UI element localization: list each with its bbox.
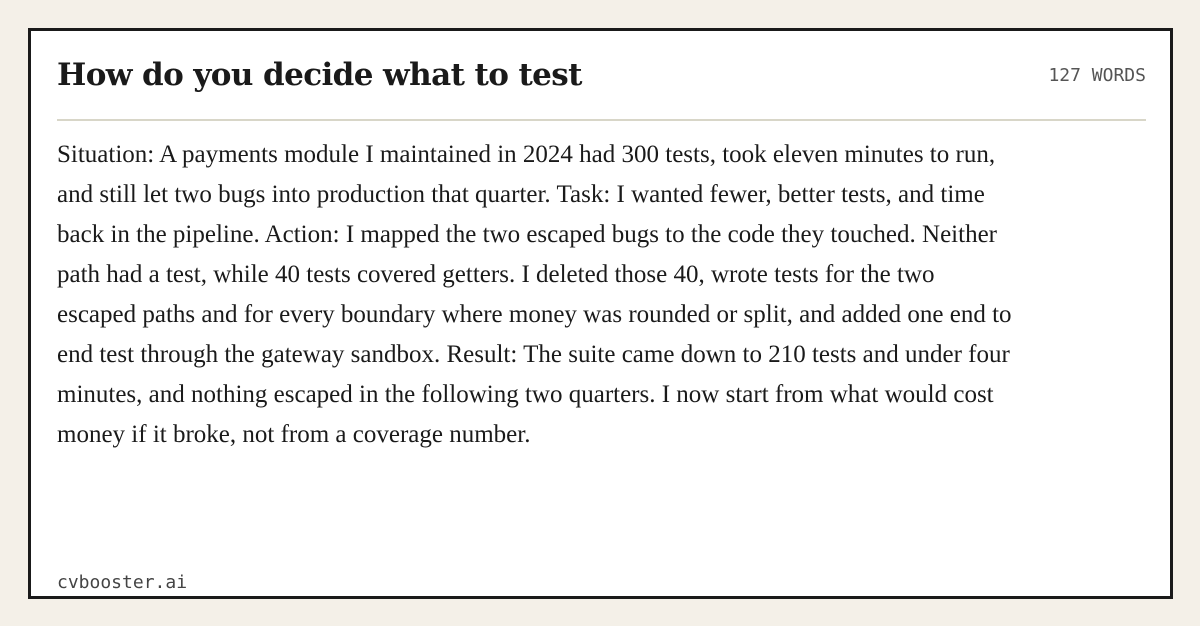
word-count-label: 127 WORDS (1048, 65, 1146, 86)
card-header (57, 53, 1146, 121)
answer-body: Situation: A payments module I maintained in 2024 had 300 tests, took eleven minutes to run, and still let two bugs into production that quarter. Task: I wanted fewer, better tests, and time back in the pipeline. Action: I mapped the two escaped bugs to the code they touched. Neither path had a test, while 40 tests covered getters. I deleted those 40, wrote tests for the two escaped paths and for every boundary where money was rounded or split, and added one end to end test through the gateway sandbox. Result: The suite came down to 210 tests and under four minutes, and nothing escaped in the following two quarters. I now start from what would cost money if it broke, not from a coverage number. (57, 141, 1012, 448)
brand-footer: cvbooster.ai (57, 572, 188, 593)
answer-card (28, 28, 1173, 599)
question-title: How do you decide what to test (57, 57, 582, 93)
